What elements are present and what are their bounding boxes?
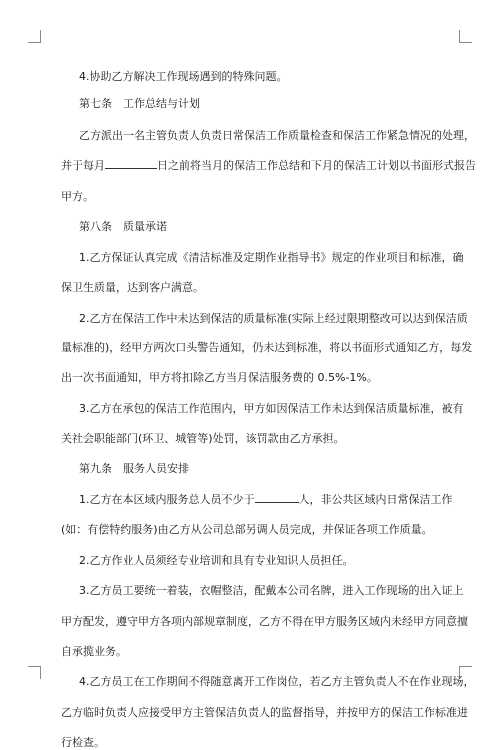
article7-heading: 第七条 工作总结与计划 [79,97,200,110]
fill-in-blank-day [105,158,157,169]
article8-item1-line2: 保卫生质量，达到客户满意。 [61,281,204,294]
corner-mark-top-left [28,30,41,43]
article9-item3-line1: 3.乙方员工要统一着装，衣帽整洁，配戴本公司名牌，进入工作现场的出入证上 [79,584,464,597]
text-segment: 人，非公共区域内日常保洁工作 [298,493,453,506]
article9-item1-line1 [79,491,453,507]
article9-item1-line2: (如：有偿特约服务)由乙方从公司总部另调人员完成，并保证各项工作质量。 [61,523,433,536]
article7-para-line1: 乙方派出一名主管负责人负责日常保洁工作质量检查和保洁工作紧急情况的处理， [79,129,475,142]
article9-item3-line2: 甲方配发，遵守甲方各项内部规章制度，乙方不得在甲方服务区域内未经甲方同意擅 [61,615,468,628]
article8-item2-line2: 量标准的)，经甲方两次口头警告通知，仍未达到标准，将以书面形式通知乙方，每发 [61,341,473,354]
article8-item2-line1: 2.乙方在保洁工作中未达到保洁的质量标准(实际上经过限期整改可以达到保洁质 [79,312,468,325]
article8-item3-line1: 3.乙方在承包的保洁工作范围内，甲方如因保洁工作未达到保洁质量标准，被有 [79,402,464,415]
article8-item2-line3: 出一次书面通知，甲方将扣除乙方当月保洁服务费的 0.5%-1%。 [61,371,378,384]
article8-item3-line2: 关社会职能部门(环卫、城管等)处罚，该罚款由乙方承担。 [61,432,345,445]
article9-item3-line3: 自承揽业务。 [61,645,127,658]
article6-item4: 4.协助乙方解决工作现场遇到的特殊问题。 [79,70,288,83]
article8-item1-line1: 1.乙方保证认真完成《清洁标准及定期作业指导书》规定的作业项目和标准，确 [79,251,464,264]
fill-in-blank-headcount [255,492,299,503]
corner-mark-bottom-left [28,666,41,679]
text-segment: 1.乙方在本区域内服务总人员不少于 [79,493,255,506]
article9-item4-line1: 4.乙方员工在工作期间不得随意离开工作岗位，若乙方主管负责人不在作业现场， [79,675,475,688]
article7-para-line3: 甲方。 [61,190,94,203]
article9-heading: 第九条 服务人员安排 [79,462,189,475]
text-segment: 并于每月 [61,159,105,172]
article7-para-line2 [61,157,476,173]
article9-item4-line3: 行检查。 [61,736,105,749]
text-segment: 日之前将当月的保洁工作总结和下月的保洁工计划以书面形式报告 [157,159,476,172]
corner-mark-top-right [459,30,472,43]
article8-heading: 第八条 质量承诺 [79,220,167,233]
article9-item4-line2: 乙方临时负责人应接受甲方主管保洁负责人的监督指导，并按甲方的保洁工作标准进 [61,706,468,719]
article9-item2: 2.乙方作业人员须经专业培训和具有专业知识人员担任。 [79,554,354,567]
